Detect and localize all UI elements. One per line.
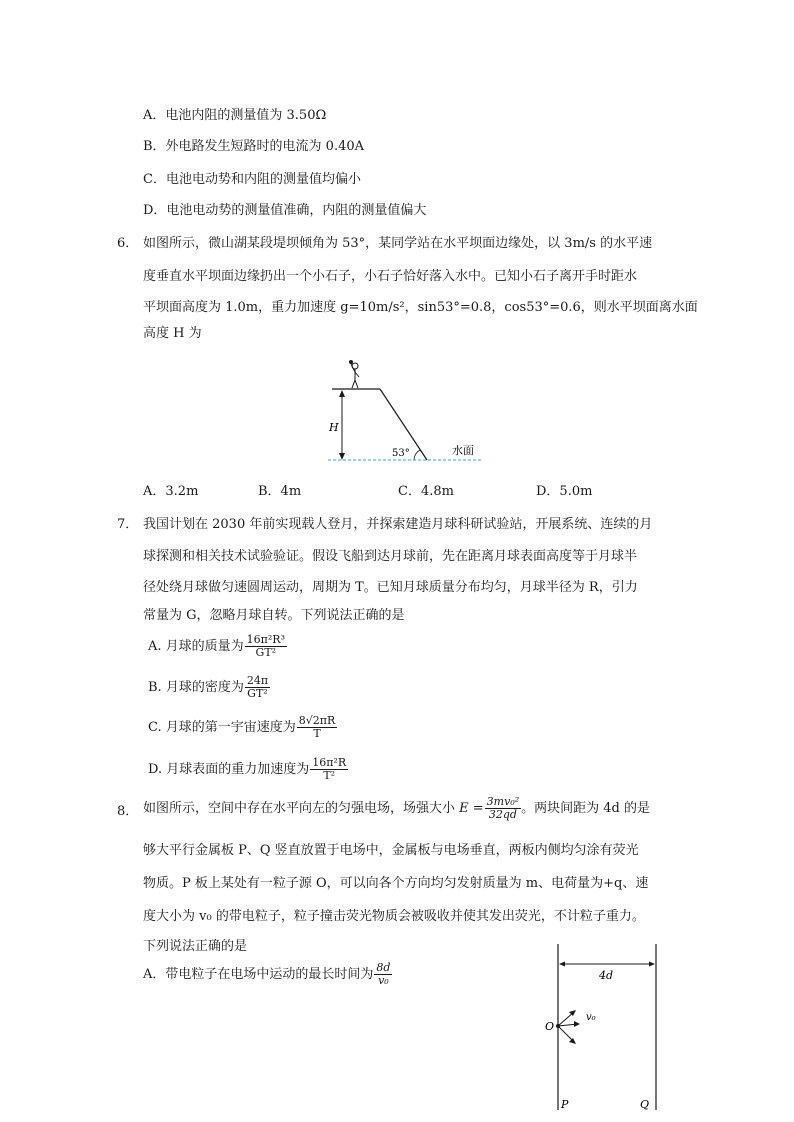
q6-dam-figure xyxy=(320,356,490,468)
q6-line-3: 平坝面高度为 1.0m，重力加速度 g=10m/s²，sin53°=0.8，cos53°=0.6，则水平坝面离水面 xyxy=(143,300,698,315)
q7-option-b-fraction: $\frac{24\pi}{\text{GT²}}$ xyxy=(246,674,269,701)
height-label: H xyxy=(329,421,339,434)
q8-line-4: 度大小为 v₀ 的带电粒子，粒子撞击荧光物质会被吸收并使其发出荧光，不计粒子重力。 xyxy=(143,909,645,924)
q7-option-d-fraction: $\frac{\text{16π²R}}{\text{T²}}$ xyxy=(312,756,347,783)
q6-option-b: B．4m xyxy=(258,484,302,499)
plate-q-label: Q xyxy=(640,1098,650,1111)
q6-option-a: A．3.2m xyxy=(143,484,199,499)
q8-option-a-fraction: $\frac{8d}{\text{v₀}}$ xyxy=(376,961,391,988)
q7-number: 7． xyxy=(117,517,139,532)
q7-option-c-fraction: $\frac{8√2\pi R}{T}$ xyxy=(298,714,336,741)
q7-option-a-text: A. 月球的质量为 xyxy=(148,639,244,655)
q6-line-1: 如图所示，微山湖某段堤坝倾角为 53°，某同学站在水平坝面边缘处，以 3m/s 的水平速 xyxy=(143,236,653,251)
q6-option-c: C．4.8m xyxy=(398,484,454,499)
q7-option-c xyxy=(148,715,337,740)
q6-option-d: D．5.0m xyxy=(536,484,593,499)
q8-option-a-text: A．带电粒子在电场中运动的最长时间为 xyxy=(143,967,374,983)
q6-line-4: 高度 H 为 xyxy=(143,326,202,341)
q8-number: 8． xyxy=(117,804,139,819)
q5-option-b: B．外电路发生短路时的电流为 0.40A xyxy=(143,139,365,154)
q5-option-c: C．电池电动势和内阻的测量值均偏小 xyxy=(143,172,361,187)
q8-plates-figure xyxy=(540,944,670,1116)
q7-option-d-text: D. 月球表面的重力加速度为 xyxy=(148,762,310,778)
q8-line-1: 如图所示，空间中存在水平向左的匀强电场，场强大小 E = $\frac{\text{3mv₀²}}{32qd}$ 。两块间距为 4d 的是 xyxy=(143,795,650,822)
q6-line-2: 度垂直水平坝面边缘扔出一个小石子，小石子恰好落入水中。已知小石子离开手时距水 xyxy=(143,269,638,284)
q7-line-2: 球探测和相关技术试验验证。假设飞船到达月球前，先在距离月球表面高度等于月球半 xyxy=(143,549,638,564)
gap-label: 4d xyxy=(599,969,614,982)
velocity-label: v₀ xyxy=(586,1012,596,1023)
q7-line-1: 我国计划在 2030 年前实现载人登月，并探索建造月球科研试验站，开展系统、连续的月 xyxy=(143,517,653,532)
q7-option-b-text: B. 月球的密度为 xyxy=(148,680,244,696)
water-label: 水面 xyxy=(452,444,474,457)
q8-line-2: 够大平行金属板 P、Q 竖直放置于电场中，金属板与电场垂直，两板内侧均匀涂有荧光 xyxy=(143,843,639,858)
velocity-arrows xyxy=(558,1012,578,1042)
q8-line-3: 物质。P 板上某处有一粒子源 O，可以向各个方向均匀发射质量为 m、电荷量为+q、速 xyxy=(143,876,649,891)
q7-option-a xyxy=(148,634,287,659)
q7-line-3: 径处绕月球做匀速圆周运动，周期为 T。已知月球质量分布均匀，月球半径为 R，引力 xyxy=(143,580,638,595)
q5-option-a: A．电池内阻的测量值为 3.50Ω xyxy=(143,108,327,123)
q7-option-d xyxy=(148,757,348,782)
q7-option-b xyxy=(148,675,270,700)
person-icon xyxy=(350,361,360,389)
q8-line-5: 下列说法正确的是 xyxy=(143,939,248,954)
q8-option-a xyxy=(143,962,392,987)
q8-field-fraction: $\frac{\text{3mv₀²}}{32qd}$ xyxy=(486,795,520,822)
angle-arc xyxy=(414,450,420,460)
angle-label: 53° xyxy=(392,448,410,459)
q7-line-4: 常量为 G，忽略月球自转。下列说法正确的是 xyxy=(143,608,405,623)
q8-field-formula: E = xyxy=(459,801,484,817)
q6-number: 6． xyxy=(117,236,139,251)
q7-option-a-fraction: $\frac{\text{16π²R³}}{\text{GT²}}$ xyxy=(246,633,285,660)
q7-option-c-text: C. 月球的第一宇宙速度为 xyxy=(148,720,296,736)
q5-option-d: D．电池电动势的测量值准确，内阻的测量值偏大 xyxy=(143,203,427,218)
plate-p-label: P xyxy=(561,1098,569,1111)
source-label: O xyxy=(545,1020,555,1033)
